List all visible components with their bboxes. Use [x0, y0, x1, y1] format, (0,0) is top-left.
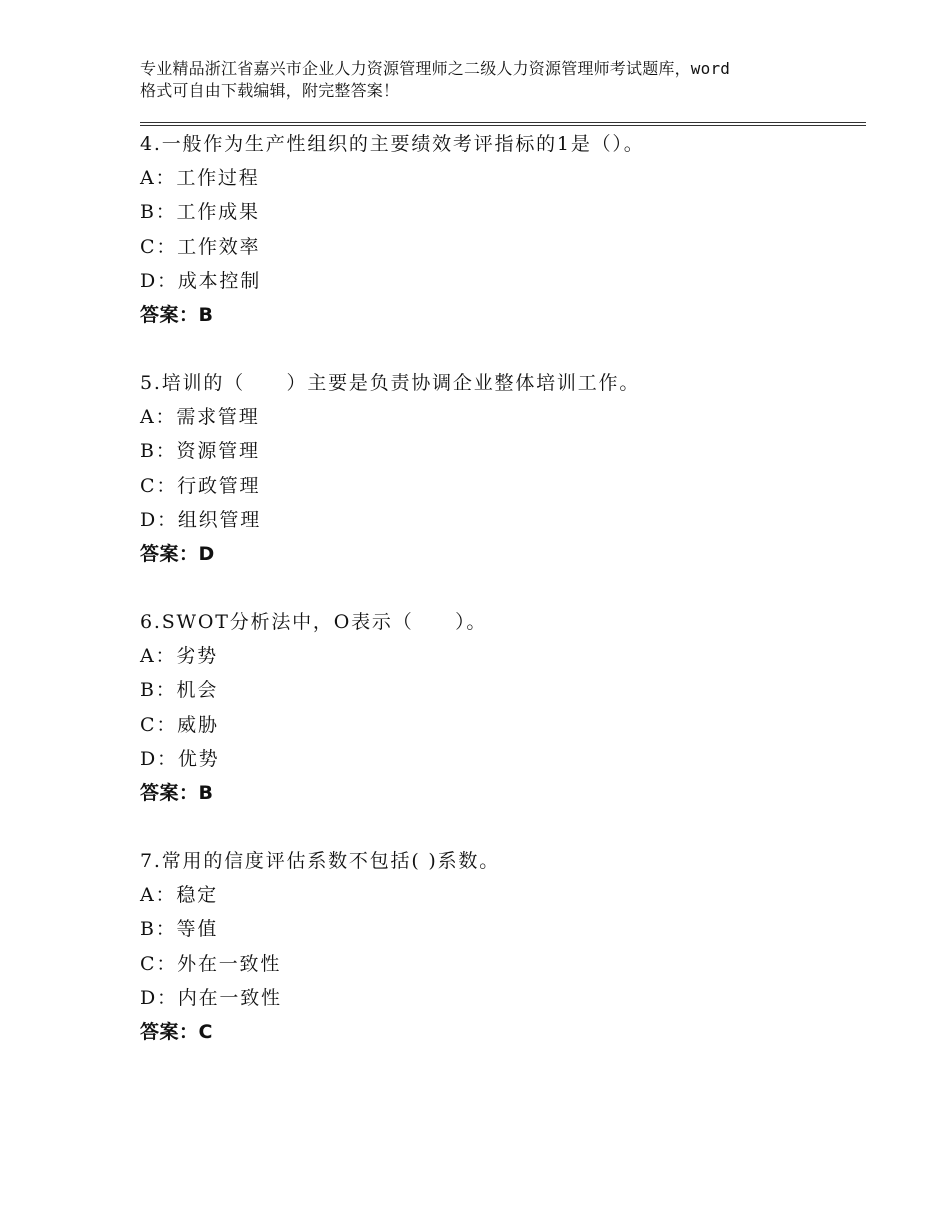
option-c: C：外在一致性 — [140, 952, 282, 975]
question-6 — [140, 605, 860, 810]
option-a: A：工作过程 — [140, 167, 260, 190]
header-line-1: 专业精品浙江省嘉兴市企业人力资源管理师之二级人力资源管理师考试题库，word — [140, 59, 731, 78]
option-d: D：成本控制 — [140, 269, 262, 292]
question-stem: 4.一般作为生产性组织的主要绩效考评指标的1是（）。 — [140, 133, 645, 155]
option-a: A：稳定 — [140, 884, 218, 907]
option-b: B：机会 — [140, 679, 219, 702]
header-divider-bottom — [140, 125, 866, 126]
option-c: C：工作效率 — [140, 235, 261, 258]
header-line-2: 格式可自由下载编辑，附完整答案！ — [140, 81, 400, 100]
question-stem: 5.培训的（ ）主要是负责协调企业整体培训工作。 — [140, 372, 641, 394]
option-a: A：需求管理 — [140, 406, 260, 429]
option-b: B：等值 — [140, 918, 219, 941]
answer-line: 答案：C — [140, 1020, 213, 1043]
question-stem: 7.常用的信度评估系数不包括( )系数。 — [140, 850, 500, 872]
option-b: B：资源管理 — [140, 440, 260, 463]
question-stem: 6.SWOT分析法中，O表示（ ）。 — [140, 611, 488, 633]
header-divider-top — [140, 122, 866, 123]
question-5 — [140, 366, 860, 571]
option-d: D：内在一致性 — [140, 986, 282, 1009]
question-4 — [140, 127, 860, 332]
answer-line: 答案：B — [140, 781, 214, 804]
option-a: A：劣势 — [140, 645, 218, 668]
option-c: C：威胁 — [140, 713, 219, 736]
option-d: D：组织管理 — [140, 508, 262, 531]
option-d: D：优势 — [140, 747, 220, 770]
option-c: C：行政管理 — [140, 474, 261, 497]
option-b: B：工作成果 — [140, 201, 260, 224]
question-7 — [140, 844, 860, 1049]
document-header — [140, 58, 840, 102]
answer-line: 答案：B — [140, 303, 214, 326]
answer-line: 答案：D — [140, 542, 215, 565]
